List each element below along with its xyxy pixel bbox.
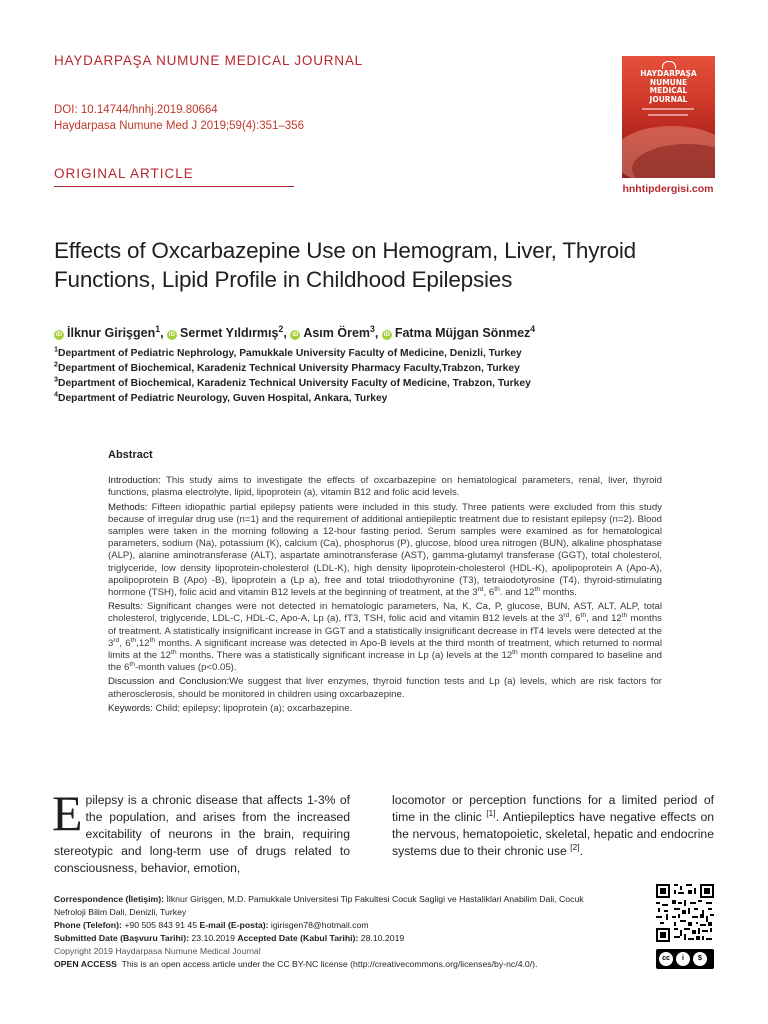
affiliation-num: 2: [54, 359, 59, 369]
affiliation-num: 1: [54, 344, 59, 354]
affiliation-text: Department of Biochemical, Karadeniz Technical University Faculty of Medicine, Trabzon, Turkey: [58, 378, 531, 389]
affiliation-num: 4: [54, 389, 59, 399]
affiliation: [54, 359, 520, 374]
field-value: 28.10.2019: [360, 933, 405, 943]
body-text: pilepsy is a chronic disease that affects 1-3% of the population, and arises from the increased excitability of neurons in the brain, requiring stereotypic and long-term use of drugs related to consciousness, behavior, emotion,: [54, 793, 350, 875]
dates-line: [54, 932, 614, 945]
ordinal-sup: rd: [563, 612, 570, 620]
cover-deco: [642, 108, 694, 110]
by-icon: i: [676, 952, 690, 966]
section-text: Fifteen idiopathic partial epilepsy patients were included in this study. Three patients were excluded from this study because of irregular drug use (n=1) and the requirement of additional antiepileptic treatment due to resistant epilepsy (n=2). Blood samples were taken in the morning following a 12-hour fasting period. Serum samples were examined as for hematological parameters, sodium (Na), potassium (K), calcium (Ca), phosphorus (P), glucose, blood urea nitrogen (BUN), alkaline phosphatase (ALP), alanine aminotransferase (ALT), aspartate aminotransferase (AST), gamma-glutamyl transferase (GGT), total cholesterol, triglyceride, low density lipoprotein-cholesterol (LDL-K), high density lipoprotein-cholesterol (HDL-K), apolipoprotein A (Apo-A), apolipoprotein B (Apo) -B), lipoprotein a (Lp a), free and total triiodothyronine (T3), tetraiodotyrosine (T4), thyroid-stimulating hormone (TSH), folic acid and vitamin B12 levels at the beginning of treatment, at the 3: [108, 501, 662, 599]
citation-ref[interactable]: [1]: [486, 807, 496, 818]
affiliation: [54, 374, 531, 389]
cc-license-badge-icon[interactable]: [656, 949, 714, 969]
journal-name: HAYDARPAŞA NUMUNE MEDICAL JOURNAL: [54, 53, 363, 68]
ordinal-sup: th: [170, 648, 177, 656]
citation-ref[interactable]: [2]: [570, 841, 580, 852]
section-text: Child; epilepsy; lipoprotein (a); oxcarbazepine.: [155, 702, 353, 714]
author-name: İlknur Girişgen: [67, 326, 156, 340]
section-text: . and 12: [499, 587, 535, 599]
correspondence: [54, 893, 614, 919]
qr-code-icon: [656, 884, 714, 942]
email-link[interactable]: igirisgen78@hotmail.com: [270, 920, 369, 930]
abstract: [108, 449, 662, 717]
author-affiliation-num: 1: [155, 323, 161, 334]
license-link[interactable]: This is an open access article under the CC BY-NC license (http://creativecommons.org/licenses/by-nc/4.0/).: [121, 959, 538, 969]
paper-title: [54, 236, 714, 294]
abstract-keywords: [108, 703, 662, 715]
field-label: E-mail (E-posta):: [199, 920, 269, 930]
abstract-methods: [108, 502, 662, 600]
journal-cover-image: [622, 56, 715, 178]
orcid-icon[interactable]: iD: [383, 332, 390, 338]
affiliation: [54, 344, 522, 359]
body-text: . Antiepileptics have negative effects on the nervous, hematopoietic, skeletal, hepatic and endocrine systems due to their chronic use: [392, 810, 714, 858]
ordinal-sup: th: [129, 661, 135, 669]
section-label: Discussion and Conclusion:: [108, 676, 230, 688]
divider: [54, 186, 294, 187]
affiliation-num: 3: [54, 374, 59, 384]
author-name: Fatma Müjgan Sönmez: [394, 326, 531, 340]
section-text: months. A significant increase was detected in Apo-B levels at the third month of treatment, which returned to normal limits at the 12: [108, 637, 662, 662]
body-column-right: [392, 792, 714, 860]
field-label: Submitted Date (Başvuru Tarihi):: [54, 933, 189, 943]
ordinal-sup: th: [494, 585, 500, 593]
title-line: Functions, Lipid Profile in Childhood Epilepsies: [54, 267, 513, 292]
ordinal-sup: th: [149, 636, 156, 644]
orcid-icon[interactable]: iD: [292, 332, 299, 338]
author-name: Sermet Yıldırmış: [180, 326, 279, 340]
cover-title-line: MEDICAL: [649, 86, 688, 95]
section-label: Introduction:: [108, 475, 161, 487]
field-value: İlknur Girişgen, M.D. Pamukkale Universitesi Tip Fakultesi Cocuk Sagligi ve Hastaliklari Anabilim Dali, Cocuk Nefroloji Bilim Dali, Denizli, Turkey: [54, 894, 584, 917]
cover-title-line: HAYDARPAŞA: [640, 69, 697, 78]
orcid-icon[interactable]: iD: [169, 332, 176, 338]
drop-cap: E: [52, 785, 83, 841]
section-text: , 6: [483, 587, 495, 599]
section-text: We suggest that liver enzymes, thyroid function tests and Lp (a) levels, which are risk factors for atherosclerosis, should be monitored in children using oxcarbazepine.: [108, 676, 663, 700]
cover-title: [622, 70, 715, 104]
section-text: , 6: [569, 613, 581, 625]
section-text: months. There was a statistically significant increase in Lp (a) levels at the 12: [176, 650, 513, 662]
section-text: ,12: [136, 637, 150, 649]
section-text: months.: [540, 587, 577, 599]
affiliation-text: Department of Biochemical, Karadeniz Technical University Pharmacy Faculty,Trabzon, Turkey: [58, 363, 520, 374]
section-text: months of treatment. A statistically insignificant increase in GGT and a statistically insignificant decrease in fT4 levels were detected at the 3: [108, 613, 662, 649]
doi-link[interactable]: DOI: 10.14744/hnhj.2019.80664: [54, 104, 218, 116]
author-affiliation-num: 4: [530, 323, 536, 334]
affiliation-text: Department of Pediatric Neurology, Guven Hospital, Ankara, Turkey: [58, 393, 388, 404]
field-label: Phone (Telefon):: [54, 920, 122, 930]
abstract-discussion: [108, 676, 662, 700]
author-affiliation-num: 3: [370, 323, 375, 334]
field-label: Correspondence (İletişim):: [54, 894, 165, 904]
ordinal-sup: th: [130, 636, 137, 644]
open-access-line: [54, 958, 614, 971]
phone-number: +90 505 843 91 45: [124, 920, 198, 930]
body-text: locomotor or perception functions for a limited period of time in the clinic: [392, 793, 714, 824]
section-text: , and 12: [586, 613, 622, 625]
abstract-heading: Abstract: [108, 449, 153, 461]
article-type: ORIGINAL ARTICLE: [54, 166, 194, 181]
section-label: Methods:: [108, 501, 148, 513]
cover-deco: [648, 114, 688, 116]
section-label: Keywords:: [108, 702, 153, 714]
ordinal-sup: th: [580, 612, 587, 620]
title-line: Effects of Oxcarbazepine Use on Hemogram, Liver, Thyroid: [54, 238, 636, 263]
author-name: Asım Örem: [303, 326, 371, 340]
affiliation: [54, 389, 388, 404]
section-label: Results:: [108, 601, 143, 613]
section-text: month compared to baseline and the 6: [108, 650, 662, 674]
ordinal-sup: th: [621, 612, 628, 620]
contact-line: [54, 919, 614, 932]
body-column-left: [52, 785, 350, 877]
field-value: 23.10.2019: [191, 933, 235, 943]
ordinal-sup: th: [534, 585, 541, 593]
ordinal-sup: rd: [113, 636, 120, 644]
section-text: -month values (p<0.05).: [134, 662, 237, 674]
affiliation-text: Department of Pediatric Nephrology, Pamukkale University Faculty of Medicine, Denizli, Turkey: [58, 348, 522, 359]
abstract-results: [108, 601, 662, 674]
author-affiliation-num: 2: [278, 323, 284, 334]
article-footer: [54, 893, 614, 971]
field-label: Accepted Date (Kabul Tarihi):: [237, 933, 359, 943]
ordinal-sup: rd: [477, 585, 484, 593]
ordinal-sup: th: [512, 648, 518, 656]
author-list: iD İlknur Girişgen$^1$, iD Sermet Yıldırmış$^2$, iD Asım Örem$^3$, iD Fatma Müjgan Sönmez$^4$: [56, 323, 536, 340]
nc-icon: $: [693, 952, 707, 966]
body-text: .: [579, 844, 584, 858]
citation: Haydarpasa Numune Med J 2019;59(4):351–356: [54, 120, 304, 132]
section-text: , 6: [119, 637, 131, 649]
journal-website-link[interactable]: hnhtipdergisi.com: [622, 183, 714, 195]
abstract-introduction: [108, 475, 662, 499]
field-label: OPEN ACCESS: [54, 959, 117, 969]
cover-title-line: NUMUNE: [649, 77, 688, 87]
copyright: Copyright 2019 Haydarpasa Numune Medical Journal: [54, 946, 261, 956]
cc-icon: cc: [659, 952, 673, 966]
section-text: Significant changes were not detected in hematologic parameters, Na, K, Ca, P, glucose, BUN, AST, ALT, ALP, total cholesterol, triglyceride, LDL-C, HDL-C, Apo-A, Lp (a), fT3, TSH, folic acid and vitamin B12 levels at the 3: [108, 601, 662, 625]
section-text: This study aims to investigate the effects of oxcarbazepine on hematological parameters, renal, liver, thyroid functions, plasma electrolyte, lipid, lipoprotein (a), vitamin B12 and folic acid levels.: [108, 475, 662, 499]
orcid-icon[interactable]: iD: [56, 332, 62, 338]
journal-logo-icon: [662, 61, 676, 69]
cover-title-line: JOURNAL: [649, 94, 688, 104]
